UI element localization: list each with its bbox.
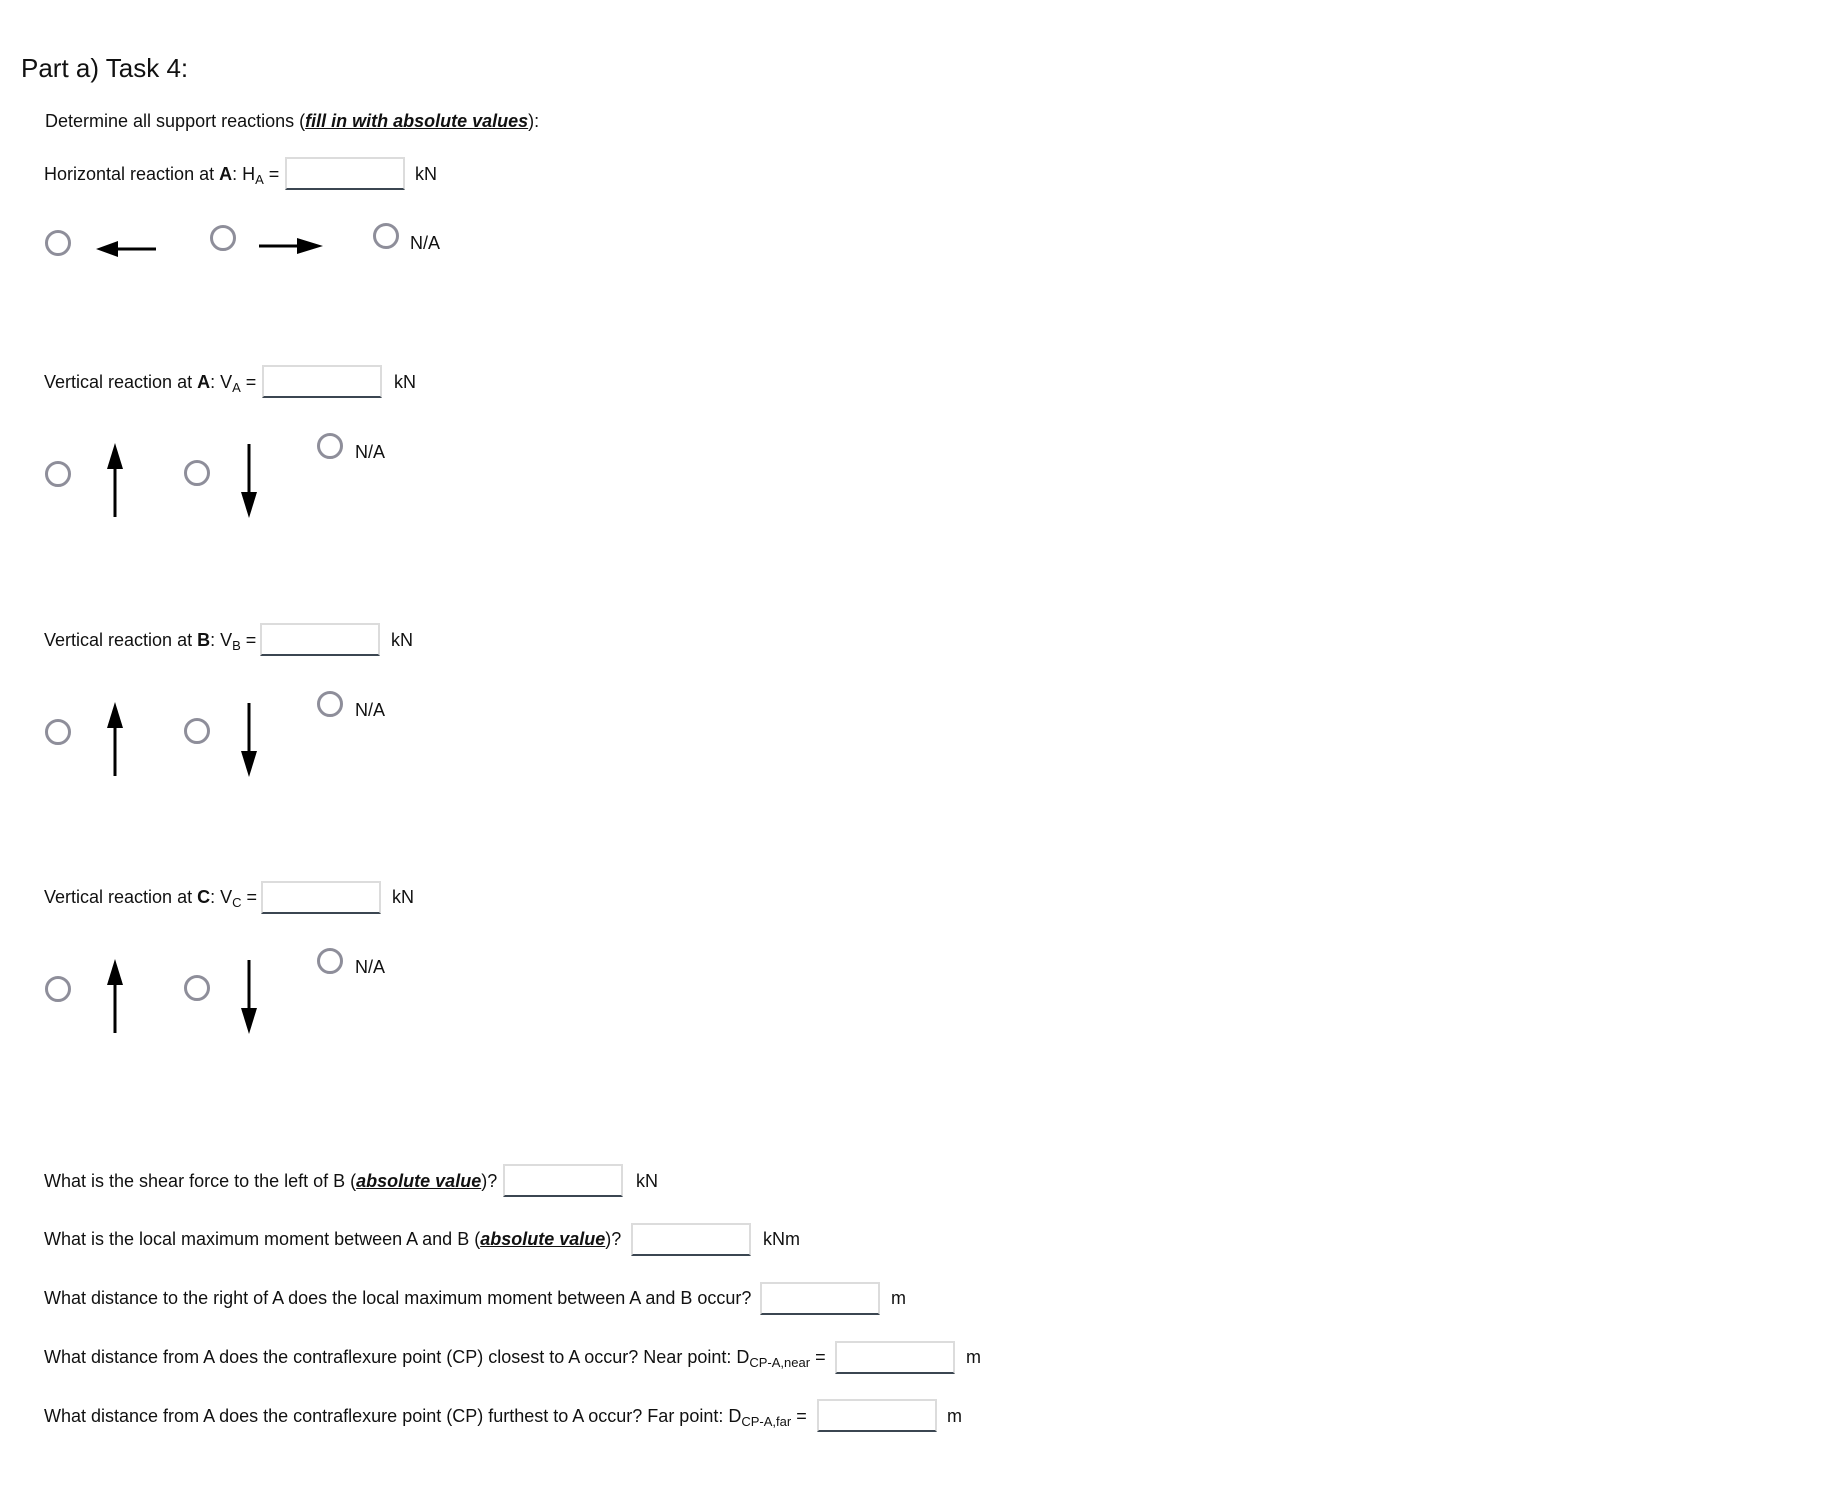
arrow-up-icon — [106, 700, 124, 778]
shear-unit: kN — [636, 1171, 658, 1191]
arrow-up-icon — [106, 441, 124, 519]
arrow-down-icon — [240, 442, 258, 520]
vb-input[interactable] — [260, 623, 380, 656]
vb-radio-up[interactable] — [45, 719, 71, 745]
vc-radio-na[interactable] — [317, 948, 343, 974]
moment-input[interactable] — [631, 1223, 751, 1256]
vc-input[interactable] — [261, 881, 381, 914]
arrow-left-icon — [94, 240, 158, 258]
va-radio-up[interactable] — [45, 461, 71, 487]
intro-emphasis: fill in with absolute values — [305, 111, 529, 131]
moment-unit: kNm — [763, 1229, 800, 1249]
vb-radio-na[interactable] — [317, 691, 343, 717]
vb-radio-down[interactable] — [184, 718, 210, 744]
cp-far-input[interactable] — [817, 1399, 937, 1432]
arrow-down-icon — [240, 958, 258, 1036]
vb-label: Vertical reaction at B: $V_B$ = — [44, 630, 257, 653]
arrow-right-icon — [257, 237, 325, 255]
vc-na-label: N/A — [355, 957, 386, 977]
ha-radio-right[interactable] — [210, 225, 236, 251]
cp-near-unit: m — [966, 1347, 981, 1367]
vc-radio-down[interactable] — [184, 975, 210, 1001]
moment-distance-unit: m — [891, 1288, 906, 1308]
moment-distance-question: What distance to the right of A does the local maximum moment between A and B occur? — [44, 1288, 752, 1308]
cp-far-unit: m — [947, 1406, 962, 1426]
va-radio-down[interactable] — [184, 460, 210, 486]
ha-unit: kN — [415, 164, 437, 184]
va-unit: kN — [394, 372, 416, 392]
moment-distance-input[interactable] — [760, 1282, 880, 1315]
vc-unit: kN — [392, 887, 414, 907]
vb-unit: kN — [391, 630, 413, 650]
ha-radio-na[interactable] — [373, 223, 399, 249]
shear-input[interactable] — [503, 1164, 623, 1197]
cp-far-question: What distance from A does the contraflexure point (CP) furthest to A occur? Far point: $D_{CP-A,far}$ = — [44, 1406, 807, 1429]
cp-near-input[interactable] — [835, 1341, 955, 1374]
va-input[interactable] — [262, 365, 382, 398]
page-title: Part a) Task 4: — [21, 53, 189, 83]
va-label: Vertical reaction at A: $V_A$ = — [44, 372, 257, 395]
moment-question: What is the local maximum moment between A and B (absolute value)? — [44, 1229, 622, 1249]
shear-question: What is the shear force to the left of B (absolute value)? — [44, 1171, 498, 1191]
va-na-label: N/A — [355, 442, 386, 462]
ha-radio-left[interactable] — [45, 230, 71, 256]
vc-radio-up[interactable] — [45, 976, 71, 1002]
intro-text: Determine all support reactions (fill in with absolute values): — [45, 111, 540, 131]
vc-label: Vertical reaction at C: $V_C$ = — [44, 887, 258, 910]
ha-input[interactable] — [285, 157, 405, 190]
ha-na-label: N/A — [410, 233, 441, 253]
ha-label: Horizontal reaction at A: $H_A$ = — [44, 164, 280, 187]
arrow-down-icon — [240, 701, 258, 779]
cp-near-question: What distance from A does the contraflexure point (CP) closest to A occur? Near point: $D_{CP-A,near}$ = — [44, 1347, 826, 1370]
vb-na-label: N/A — [355, 700, 386, 720]
arrow-up-icon — [106, 957, 124, 1035]
va-radio-na[interactable] — [317, 433, 343, 459]
